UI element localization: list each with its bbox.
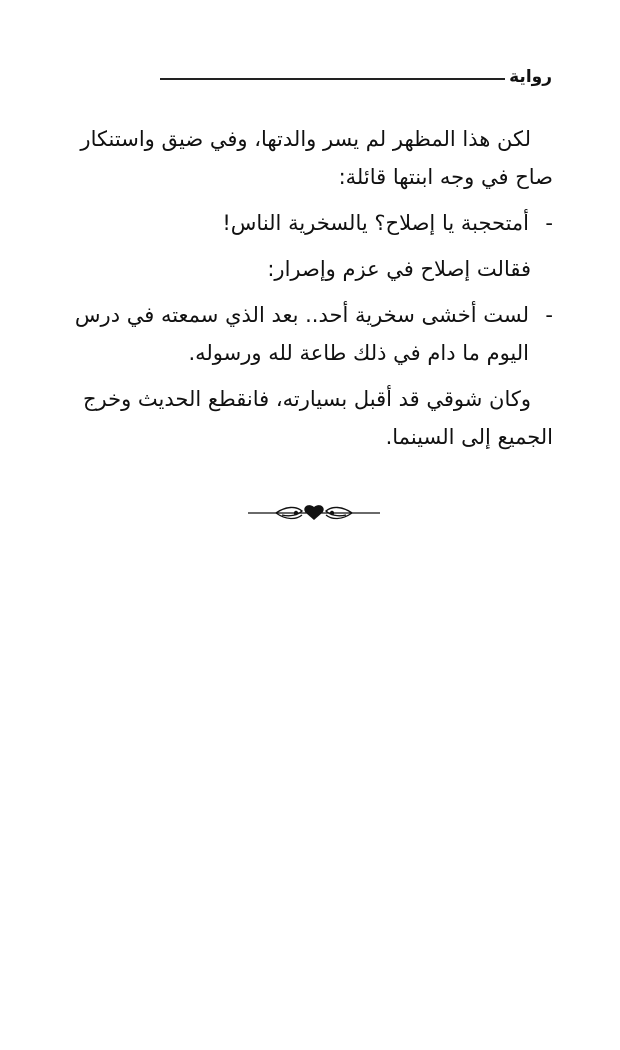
ornament-divider-icon <box>246 502 382 524</box>
paragraph-narration-1: لكن هذا المظهر لم يسر والدتها، وفي ضيق واستنكار صاح في وجه ابنتها قائلة: <box>80 127 553 189</box>
dialog-dash: - <box>545 303 553 327</box>
dialog-text-1: أمتحجبة يا إصلاح؟ يالسخرية الناس! <box>222 211 529 235</box>
dialog-text-2: لست أخشى سخرية أحد.. بعد الذي سمعته في درس اليوم ما دام في ذلك طاعة لله ورسوله. <box>74 303 529 365</box>
header-rule <box>160 78 505 80</box>
paragraph-narration-3: وكان شوقي قد أقبل بسيارته، فانقطع الحديث وخرج الجميع إلى السينما. <box>82 387 553 449</box>
running-header <box>160 62 552 92</box>
paragraph-narration-2: فقالت إصلاح في عزم وإصرار: <box>267 257 531 281</box>
dialog-line-1 <box>66 204 553 242</box>
dialog-line-2 <box>66 296 553 372</box>
header-title: رواية <box>509 67 552 87</box>
dialog-dash: - <box>545 211 553 235</box>
page-body <box>66 120 553 464</box>
